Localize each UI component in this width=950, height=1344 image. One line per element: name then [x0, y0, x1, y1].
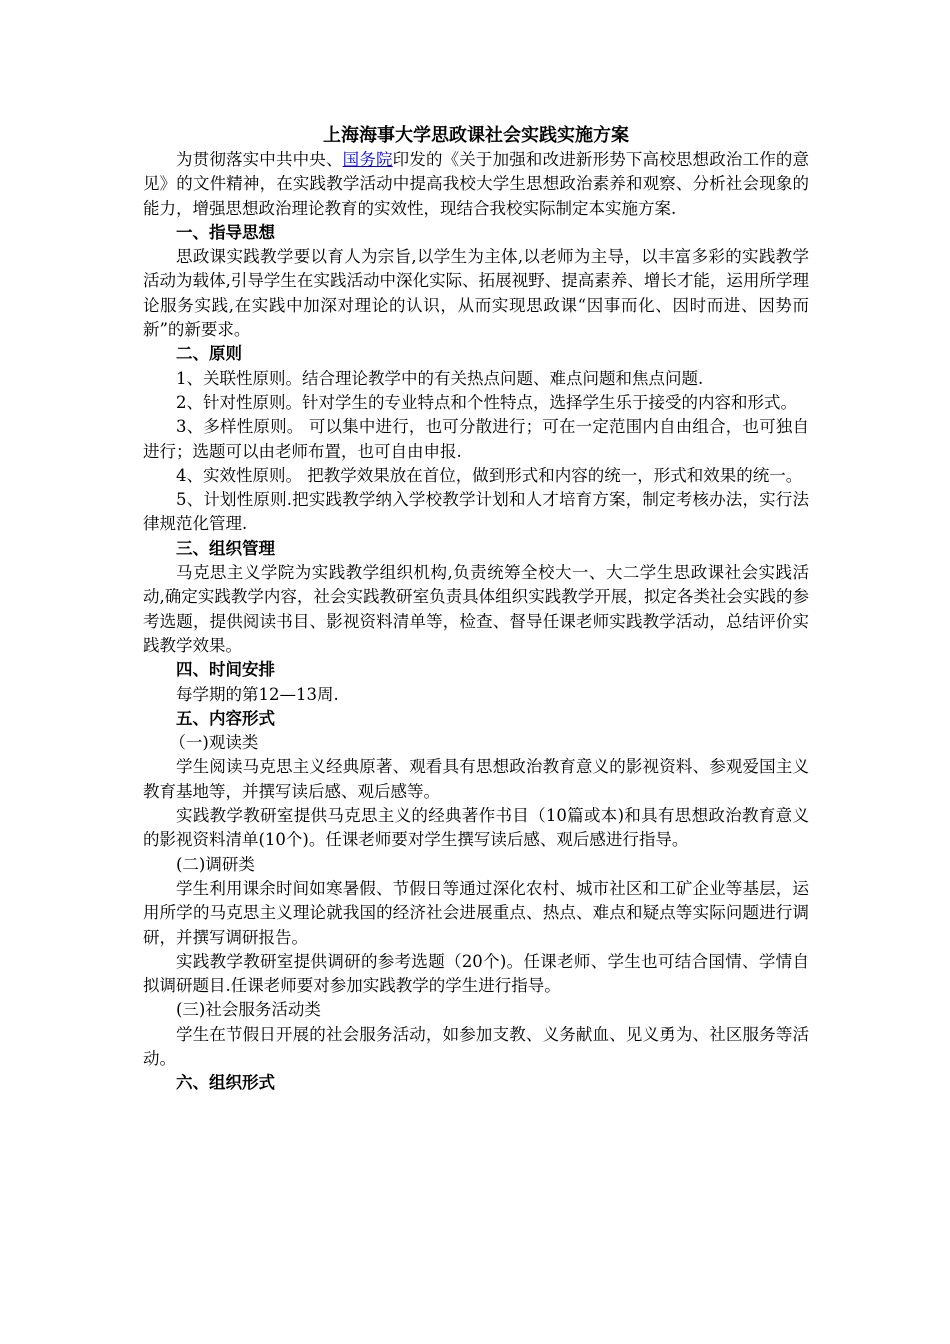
guiding-ideology-paragraph: 思政课实践教学要以育人为宗旨,以学生为主体,以老师为主导，以丰富多彩的实践教学活动为载体,引导学生在实践活动中深化实际、拓展视野、提高素养、增长才能，运用所学理论服务实践,在实践中加深对理论的认识，从而实现思政课“因事而化、因时而进、因势而新”的新要求。 — [143, 247, 809, 340]
schedule-paragraph: 每学期的第12—13周. — [176, 684, 339, 704]
intro-paragraph — [143, 148, 809, 221]
reading-paragraph: 学生阅读马克思主义经典原著、观看具有思想政治教育意义的影视资料、参观爱国主义教育基地等，并撰写读后感、观后感等。 — [143, 757, 809, 801]
subsection-label-reading: （一)观读类 — [169, 733, 259, 753]
section-heading-schedule: 四、时间安排 — [176, 660, 275, 680]
subsection-label-social-service: (三)社会服务活动类 — [176, 1000, 321, 1020]
social-service-paragraph: 学生在节假日开展的社会服务活动，如参加支教、义务献血、见义勇为、社区服务等活动。 — [143, 1024, 809, 1068]
section-heading-guiding-ideology: 一、指导思想 — [176, 222, 275, 242]
research-paragraph: 学生利用课余时间如寒暑假、节假日等通过深化农村、城市社区和工矿企业等基层，运用所学的马克思主义理论就我国的经济社会进展重点、热点、难点和疑点等实际问题进行调研，并撰写调研报告。 — [143, 878, 809, 947]
research-paragraph: 实践教学教研室提供调研的参考选题（20个)。任课老师、学生也可结合国情、学情自拟调研题目.任课老师要对参加实践教学的学生进行指导。 — [143, 951, 809, 996]
principle-item: 1、关联性原则。结合理论教学中的有关热点问题、难点问题和焦点问题. — [176, 368, 704, 388]
document-body — [143, 124, 809, 1096]
principle-item: 3、多样性原则。 可以集中进行，也可分散进行；可在一定范围内自由组合，也可独自进行；选题可以由老师布置，也可自由申报. — [143, 417, 809, 461]
reading-paragraph: 实践教学教研室提供马克思主义的经典著作书目（10篇或本)和具有思想政治教育意义的影视资料清单(10个)。任课老师要对学生撰写读后感、观后感进行指导。 — [143, 806, 809, 850]
section-heading-content-forms: 五、内容形式 — [176, 708, 275, 728]
intro-text-after-link: 印发的《关于加强和改进新形势下高校思想政治工作的意见》的文件精神，在实践教学活动中提高我校大学生思想政治素养和观察、分析社会现象的能力，增强思想政治理论教育的实效性，现结合我校实际制定本实施方案. — [143, 150, 810, 218]
principle-item: 4、实效性原则。 把教学效果放在首位，做到形式和内容的统一，形式和效果的统一。 — [176, 465, 803, 485]
section-heading-organization: 三、组织管理 — [176, 538, 275, 558]
principle-item: 2、针对性原则。针对学生的专业特点和个性特点，选择学生乐于接受的内容和形式。 — [176, 392, 797, 412]
state-council-link[interactable]: 国务院 — [342, 150, 393, 169]
intro-text-before-link: 为贯彻落实中共中央、 — [176, 150, 343, 169]
document-title: 上海海事大学思政课社会实践实施方案 — [323, 125, 629, 146]
principle-item: 5、计划性原则.把实践教学纳入学校教学计划和人才培育方案，制定考核办法，实行法律规范化管理. — [143, 490, 809, 534]
subsection-label-research: (二)调研类 — [176, 854, 255, 874]
section-heading-principles: 二、原则 — [176, 344, 242, 364]
section-heading-organization-forms: 六、组织形式 — [176, 1073, 275, 1093]
organization-paragraph: 马克思主义学院为实践教学组织机构,负责统筹全校大一、大二学生思政课社会实践活动,确定实践教学内容，社会实践教研室负责具体组织实践教学开展，拟定各类社会实践的参考选题，提供阅读书目、影视资料清单等，检查、督导任课老师实践教学活动，总结评价实践教学效果。 — [143, 563, 809, 655]
